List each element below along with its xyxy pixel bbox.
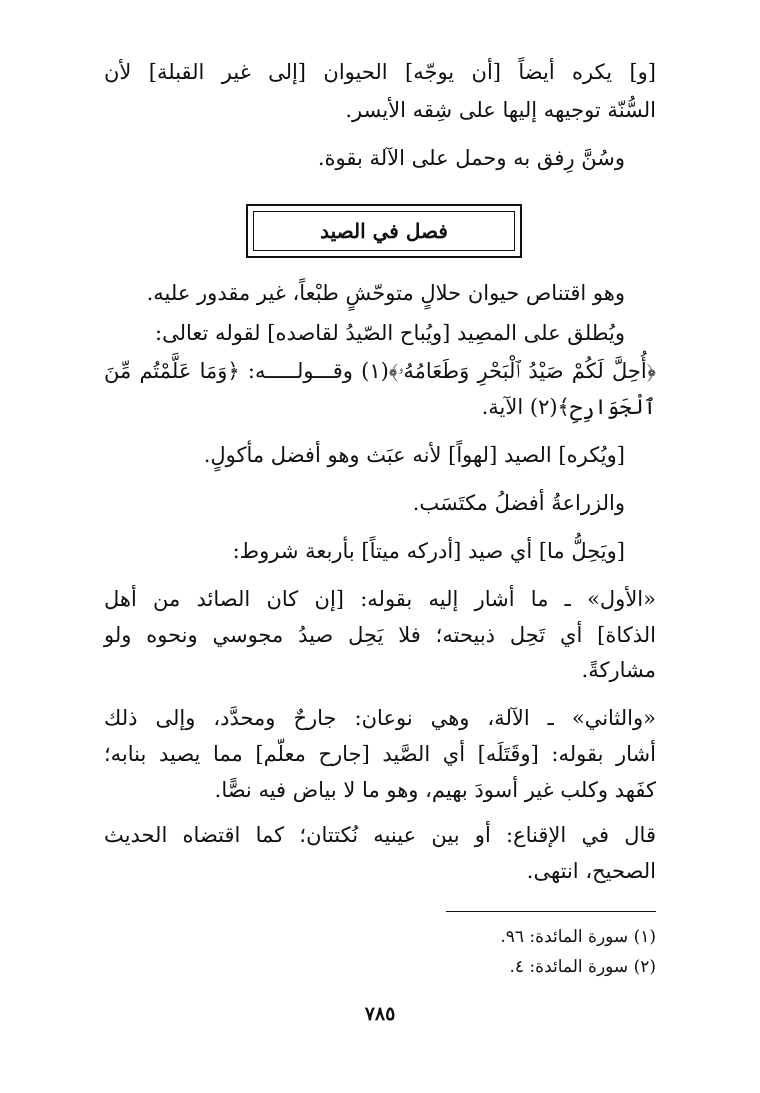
section-title-box (246, 204, 522, 258)
text-line: وسُنَّ رِفق به وحمل على الآلة بقوة. (317, 146, 625, 170)
footnote: (٢) سورة المائدة: ٤. (509, 957, 656, 977)
page-number: ٧٨٥ (364, 1003, 396, 1025)
text-line: وهو اقتناص حيوان حلالٍ متوحّشٍ طبْعاً، غير مقدور عليه. (146, 281, 625, 305)
text-line: والزراعةُ أفضلُ مكتَسَب. (412, 491, 625, 515)
text-line: [ويَحِلُّ ما] أي صيد [أدركه ميتاً] بأربعة شروط: (232, 539, 625, 563)
text-line: أشار بقوله: [وقَتَلَه] أي الصَّيد [جارح معلّم] مما يصيد بنابه؛ (104, 742, 656, 766)
text-line: [و] يكره أيضاً [أن يوجّه] الحيوان [إلى غير القبلة] لأن (104, 60, 656, 84)
text-line: كفَهد وكلب غير أسودَ بهيم، وهو ما لا بياض فيه نصًّا. (214, 778, 656, 802)
text-line: [ويُكره] الصيد [لهواً] لأنه عبَث وهو أفضل مأكولٍ. (203, 443, 625, 467)
footnote: (١) سورة المائدة: ٩٦. (500, 927, 656, 947)
quran-verse-line: ﴿أُحِلَّ لَكُمْ صَيْدُ ٱلْبَحْرِ وَطَعَامُهُۥ﴾(١) وقـــولـــــه: ﴿وَمَا عَلَّمْتُم مِّنَ (104, 359, 657, 383)
text-line: مشاركةً. (581, 658, 656, 682)
footnote-divider (446, 911, 656, 912)
text-line: الذكاة] أي تَحِل ذبيحته؛ فلا يَحِل صيدُ مجوسي ونحوه ولو (104, 623, 656, 647)
quran-verse-line: ٱلْجَوَارِحِ﴾(٢) الآية. (481, 395, 656, 419)
text-line: «الأول» ـ ما أشار إليه بقوله: [إن كان الصائد من أهل (104, 587, 656, 611)
text-line: ويُطلق على المصِيد [ويُباح الصّيدُ لقاصده] لقوله تعالى: (155, 321, 625, 345)
text-line: قال في الإقناع: أو بين عينيه نُكتتان؛ كما اقتضاه الحديث (104, 823, 656, 847)
text-line: الصحيح، انتهى. (526, 859, 656, 883)
text-line: السُّنّة توجيهه إليها على شِقه الأيسر. (345, 98, 656, 122)
section-title: فصل في الصيد (253, 211, 515, 251)
text-line: «والثاني» ـ الآلة، وهي نوعان: جارحٌ ومحدَّد، وإلى ذلك (104, 706, 656, 730)
